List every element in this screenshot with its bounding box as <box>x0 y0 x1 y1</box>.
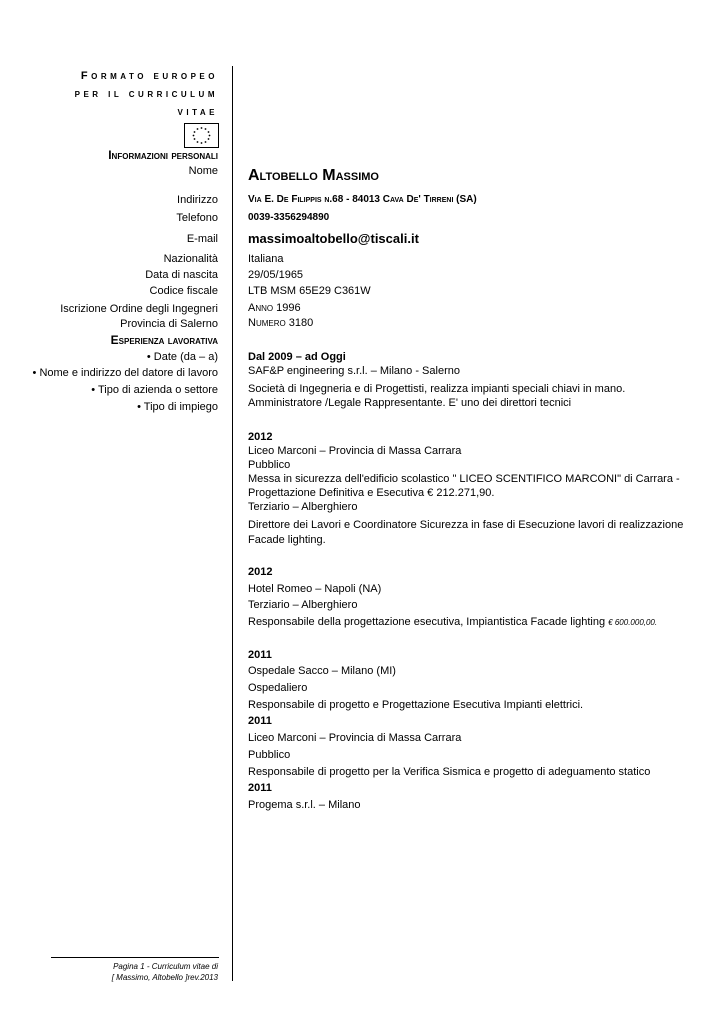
section-personal-info: Informazioni personali <box>108 148 218 162</box>
work-sector: Pubblico <box>248 459 291 471</box>
title-line-2: per il curriculum <box>74 88 218 100</box>
work-description: Responsabile di progetto e Progettazione Esecutiva Impianti elettrici. <box>248 699 584 711</box>
work-amount: € 600.000,00. <box>608 618 658 627</box>
label-email: E-mail <box>186 233 218 245</box>
label-job-type: • Tipo di impiego <box>137 401 218 413</box>
work-description: Responsabile di progetto per la Verifica Sismica e progetto di adeguamento statico <box>248 766 651 778</box>
work-client: Progema s.r.l. – Milano <box>248 799 361 811</box>
label-birth-date: Data di nascita <box>145 269 218 281</box>
eu-stars-icon <box>185 124 218 147</box>
label-nationality: Nazionalità <box>163 253 218 265</box>
work-description: Facade lighting. <box>248 534 326 546</box>
work-job: Amministratore /Legale Rappresentante. E' uno dei direttori tecnici <box>248 397 572 409</box>
work-client: Liceo Marconi – Provincia di Massa Carrara <box>248 732 462 744</box>
title-line-1: Formato europeo <box>80 70 218 82</box>
footer-line-1: Pagina 1 - Curriculum vitae di <box>113 962 218 971</box>
value-order-number: Numero 3180 <box>248 317 314 329</box>
label-tax-code: Codice fiscale <box>149 285 218 297</box>
work-sector: Terziario – Alberghiero <box>248 501 358 513</box>
section-work-experience: Esperienza lavorativa <box>110 333 218 347</box>
value-nationality: Italiana <box>248 253 284 265</box>
work-year: 2011 <box>248 782 272 794</box>
work-sector: Pubblico <box>248 749 291 761</box>
work-employer: SAF&P engineering s.r.l. – Milano - Salerno <box>248 365 460 377</box>
label-employer: • Nome e indirizzo del datore di lavoro <box>32 367 218 379</box>
label-phone: Telefono <box>176 212 218 224</box>
value-email: massimoaltobello@tiscali.it <box>248 231 419 246</box>
work-sector: Ospedaliero <box>248 682 308 694</box>
work-description: Direttore dei Lavori e Coordinatore Sicurezza in fase di Esecuzione lavori di realizzazione <box>248 519 684 531</box>
work-year: 2011 <box>248 649 272 661</box>
work-company-type: Società di Ingegneria e di Progettisti, realizza impianti speciali chiavi in mano. <box>248 383 626 395</box>
work-client: Ospedale Sacco – Milano (MI) <box>248 665 396 677</box>
label-dates: • Date (da – a) <box>146 351 218 363</box>
work-client: Hotel Romeo – Napoli (NA) <box>248 583 382 595</box>
column-divider <box>232 66 233 981</box>
work-year: 2011 <box>248 715 272 727</box>
value-name: Altobello Massimo <box>248 167 379 184</box>
eu-flag-logo <box>184 123 219 148</box>
work-description: Progettazione Definitiva e Esecutiva € 212.271,90. <box>248 487 495 499</box>
work-client: Liceo Marconi – Provincia di Massa Carrara <box>248 445 462 457</box>
footer-rule <box>51 957 219 958</box>
label-order-1: Iscrizione Ordine degli Ingegneri <box>60 303 218 315</box>
value-address: Via E. De Filippis n.68 - 84013 Cava De' Tirreni (SA) <box>248 194 477 205</box>
value-order-year: Anno 1996 <box>248 302 301 314</box>
label-order-2: Provincia di Salerno <box>120 318 218 330</box>
work-year: 2012 <box>248 566 273 578</box>
title-line-3: vitae <box>177 106 218 118</box>
value-birth-date: 29/05/1965 <box>248 269 304 281</box>
footer-line-2: [ Massimo, Altobello ]rev.2013 <box>111 973 218 982</box>
work-period: Dal 2009 – ad Oggi <box>248 351 346 363</box>
value-phone: 0039-3356294890 <box>248 212 330 223</box>
label-company-type: • Tipo di azienda o settore <box>91 384 218 396</box>
label-address: Indirizzo <box>177 194 218 206</box>
work-description: Messa in sicurezza dell'edificio scolastico " LICEO SCENTIFICO MARCONI" di Carrara - <box>248 473 680 485</box>
label-name: Nome <box>188 165 218 177</box>
work-description: Responsabile della progettazione esecutiva, Impiantistica Facade lighting € 600.000,00. <box>248 616 658 628</box>
work-year: 2012 <box>248 431 273 443</box>
work-sector: Terziario – Alberghiero <box>248 599 358 611</box>
value-tax-code: LTB MSM 65E29 C361W <box>248 285 371 297</box>
